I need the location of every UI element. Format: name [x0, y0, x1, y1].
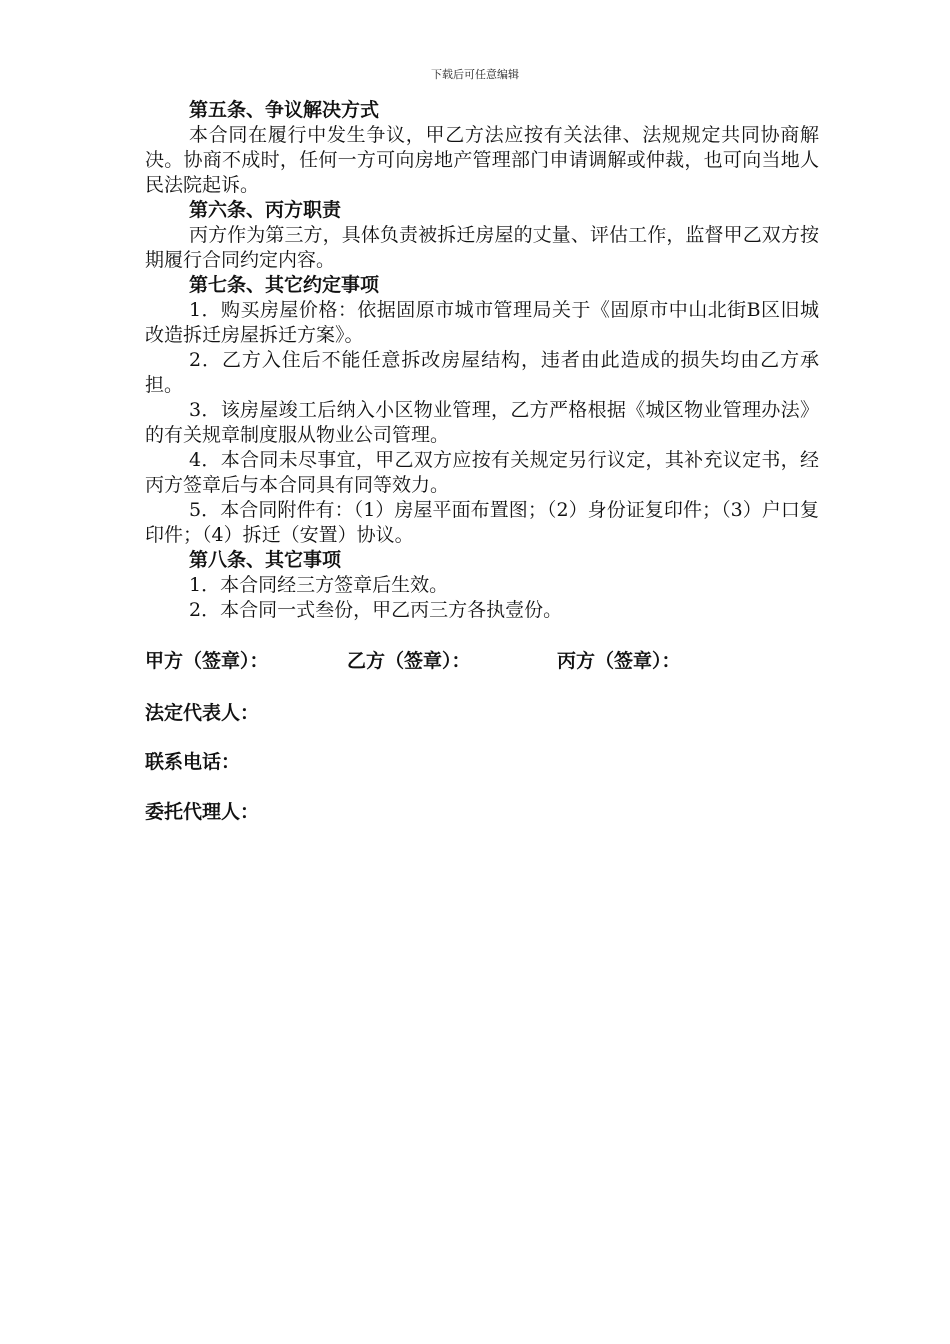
section-heading: 第五条、争议解决方式	[189, 99, 380, 121]
section-heading: 第六条、丙方职责	[189, 199, 342, 221]
section-heading: 第八条、其它事项	[189, 549, 342, 571]
party-b-signature-label: 乙方（签章）：	[347, 650, 471, 672]
section-paragraph: 2．乙方入住后不能任意拆改房屋结构，违者由此造成的损失均由乙方承担。	[145, 349, 819, 396]
agent-label: 委托代理人：	[145, 801, 260, 823]
legal-representative-label: 法定代表人：	[145, 702, 260, 724]
header-note: 下载后可任意编辑	[431, 68, 519, 81]
section-paragraph: 1．本合同经三方签章后生效。	[189, 574, 449, 596]
party-c-signature-label: 丙方（签章）：	[557, 650, 681, 672]
section-paragraph: 丙方作为第三方，具体负责被拆迁房屋的丈量、评估工作，监督甲乙双方按期履行合同约定内容。	[145, 224, 819, 271]
signature-row	[145, 648, 845, 674]
party-a-signature-label: 甲方（签章）：	[145, 650, 269, 672]
section-paragraph: 4．本合同未尽事宜，甲乙双方应按有关规定另行议定，其补充议定书，经丙方签章后与本合同具有同等效力。	[145, 449, 819, 496]
section-heading: 第七条、其它约定事项	[189, 274, 380, 296]
section-paragraph: 本合同在履行中发生争议，甲乙方法应按有关法律、法规规定共同协商解决。协商不成时，任何一方可向房地产管理部门申请调解或仲裁，也可向当地人民法院起诉。	[145, 124, 819, 196]
phone-label: 联系电话：	[145, 751, 241, 773]
section-paragraph: 2．本合同一式叁份，甲乙丙三方各执壹份。	[189, 599, 563, 621]
contract-body	[145, 98, 819, 623]
signature-block	[145, 648, 845, 674]
section-paragraph: 3．该房屋竣工后纳入小区物业管理，乙方严格根据《城区物业管理办法》的有关规章制度服从物业公司管理。	[145, 399, 819, 446]
section-paragraph: 1．购买房屋价格：依据固原市城市管理局关于《固原市中山北街B区旧城改造拆迁房屋拆迁方案》。	[145, 299, 819, 346]
section-paragraph: 5．本合同附件有：（1）房屋平面布置图；（2）身份证复印件；（3）户口复印件；（4）拆迁（安置）协议。	[145, 499, 819, 546]
